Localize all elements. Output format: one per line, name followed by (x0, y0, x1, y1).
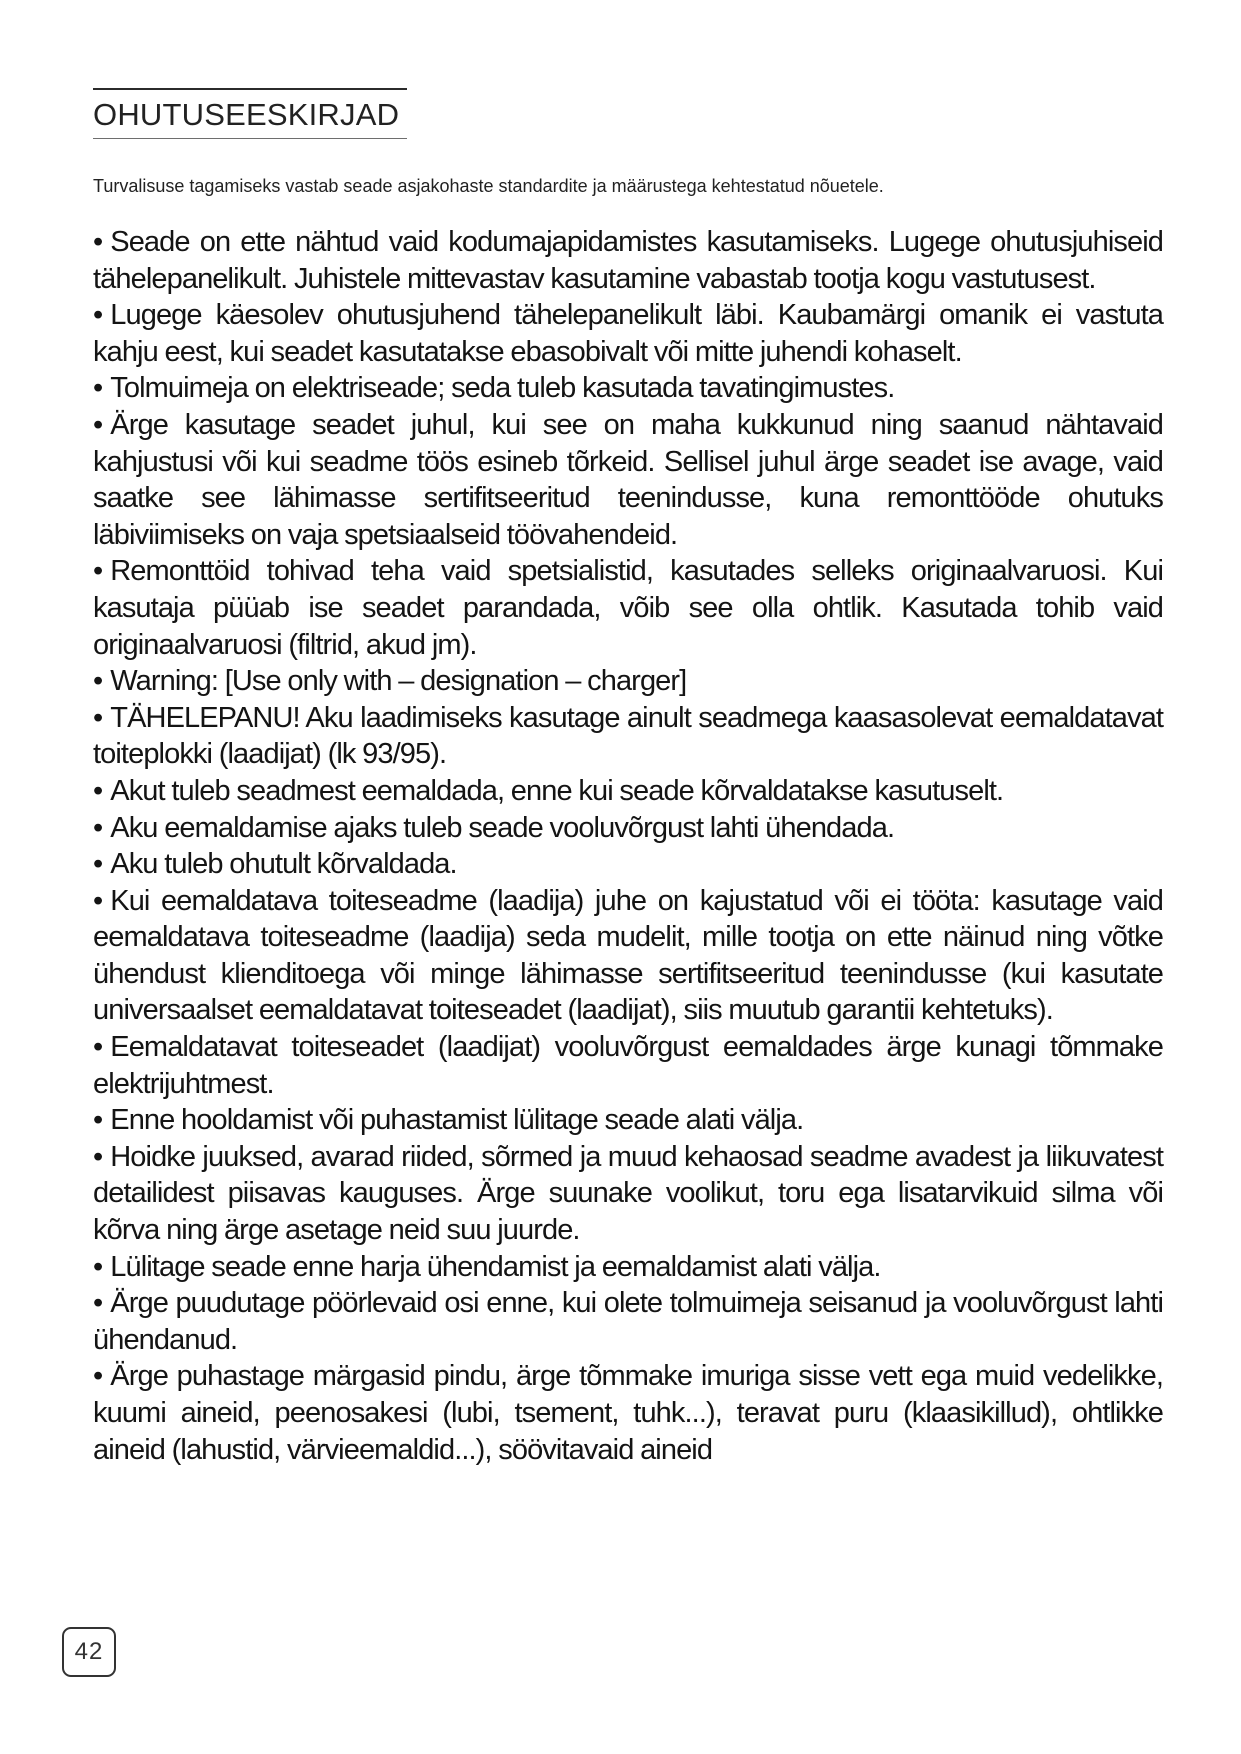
bullet-icon: • (93, 848, 103, 881)
bullet-icon: • (93, 884, 103, 917)
list-item-text: Lülitage seade enne harja ühendamist ja eemaldamist alati välja. (110, 1250, 881, 1283)
list-item (93, 297, 1163, 370)
bullet-icon: • (93, 1360, 103, 1393)
bullet-icon: • (93, 408, 103, 441)
list-item (93, 224, 1163, 297)
list-item-text: Ärge puudutage pöörlevaid osi enne, kui olete tolmuimeja seisanud ja vooluvõrgust lahti ühendanud. (93, 1287, 1163, 1356)
list-item-text: Remonttöid tohivad teha vaid spetsialistid, kasutades selleks originaalvaruosi. Kui kasutaja püüab ise seadet parandada, võib see olla ohtlik. Kasutada tohib vaid originaalvaruosi (filtrid, akud jm). (93, 555, 1163, 661)
bullet-icon: • (93, 372, 103, 405)
bullet-icon: • (93, 811, 103, 844)
list-item (93, 1249, 1163, 1286)
bullet-icon: • (93, 226, 103, 258)
list-item-text: Ärge kasutage seadet juhul, kui see on maha kukkunud ning saanud nähtavaid kahjustusi või kui seadme töös esineb tõrkeid. Sellisel juhul ärge seadet ise avage, vaid saatke see lähimasse sertifitseeritud teenindusse, kuna remonttööde ohutuks läbiviimiseks on vaja spetsiaalseid töövahendeid. (93, 408, 1163, 551)
list-item (93, 810, 1163, 847)
bullet-icon: • (93, 774, 103, 807)
list-item-text: Tolmuimeja on elektriseade; seda tuleb kasutada tavatingimustes. (110, 372, 895, 405)
list-item (93, 1285, 1163, 1358)
list-item (93, 553, 1163, 663)
bullet-icon: • (93, 1287, 103, 1320)
bullet-icon: • (93, 665, 103, 698)
list-item (93, 1139, 1163, 1249)
list-item (93, 883, 1163, 1029)
list-item-text: Eemaldatavat toiteseadet (laadijat) vooluvõrgust eemaldades ärge kunagi tõmmake elektrijuhtmest. (93, 1031, 1163, 1100)
bullet-icon: • (93, 1031, 103, 1064)
list-item-text: Lugege käesolev ohutusjuhend tähelepanelikult läbi. Kaubamärgi omanik ei vastuta kahju eest, kui seadet kasutatakse ebasobivalt või mitte juhendi kohaselt. (93, 299, 1163, 368)
header-bottom-rule (93, 138, 407, 139)
list-item-text: Aku tuleb ohutult kõrvaldada. (110, 848, 457, 881)
list-item-text: TÄHELEPANU! Aku laadimiseks kasutage ainult seadmega kaasasolevat eemaldatavat toiteplokki (laadijat) (lk 93/95). (93, 701, 1163, 771)
list-item-text: Seade on ette nähtud vaid kodumajapidamistes kasutamiseks. Lugege ohutusjuhiseid tähelepanelikult. Juhistele mittevastav kasutamine vabastab tootja kogu vastutusest. (93, 226, 1163, 295)
list-item (93, 1029, 1163, 1102)
page-number: 42 (62, 1627, 116, 1677)
list-item-text: Akut tuleb seadmest eemaldada, enne kui seade kõrvaldatakse kasutuselt. (110, 774, 1004, 807)
page-title: OHUTUSEESKIRJAD (93, 97, 400, 132)
bullet-icon: • (93, 1140, 103, 1173)
section-header (93, 88, 407, 139)
list-item (93, 370, 1163, 407)
list-item (93, 1102, 1163, 1139)
bullet-icon: • (93, 1250, 103, 1283)
list-item-text: Warning: [Use only with – designation – charger] (110, 665, 687, 698)
bullet-icon: • (93, 1104, 103, 1137)
list-item (93, 407, 1163, 553)
list-item-text: Kui eemaldatava toiteseadme (laadija) juhe on kajustatud või ei tööta: kasutage vaid eemaldatava toiteseadme (laadija) seda mudelit, mille tootja on ette näinud ning võtke ühendust klienditoega või minge lähimasse sertifitseeritud teenindusse (kui kasutate universaalset eemaldatavat toiteseadet (laadijat), siis muutub garantii kehtetuks). (93, 884, 1163, 1027)
bullet-icon: • (93, 701, 103, 734)
bullet-icon: • (93, 555, 103, 588)
list-item-text: Enne hooldamist või puhastamist lülitage seade alati välja. (110, 1104, 804, 1137)
list-item-text: Aku eemaldamise ajaks tuleb seade vooluvõrgust lahti ühendada. (110, 811, 895, 844)
list-item (93, 700, 1163, 773)
list-item-text: Hoidke juuksed, avarad riided, sõrmed ja muud kehaosad seadme avadest ja liikuvatest detailidest piisavas kauguses. Ärge suunake voolikut, toru ega lisatarvikuid silma või kõrva ning ärge asetage neid suu juurde. (93, 1140, 1163, 1247)
list-item (93, 846, 1163, 883)
list-item (93, 773, 1163, 810)
intro-text: Turvalisuse tagamiseks vastab seade asjakohaste standardite ja määrustega kehtestatud nõuetele. (93, 176, 884, 196)
bullet-icon: • (93, 299, 103, 332)
list-item-text: Ärge puhastage märgasid pindu, ärge tõmmake imuriga sisse vett ega muid vedelikke, kuumi aineid, peenosakesi (lubi, tsement, tuhk...), teravat puru (klaasikillud), ohtlikke aineid (lahustid, värvieemaldid...), söövitavaid aineid (93, 1360, 1163, 1466)
safety-instructions-list (93, 224, 1163, 1468)
list-item (93, 1358, 1163, 1468)
list-item (93, 663, 1163, 700)
